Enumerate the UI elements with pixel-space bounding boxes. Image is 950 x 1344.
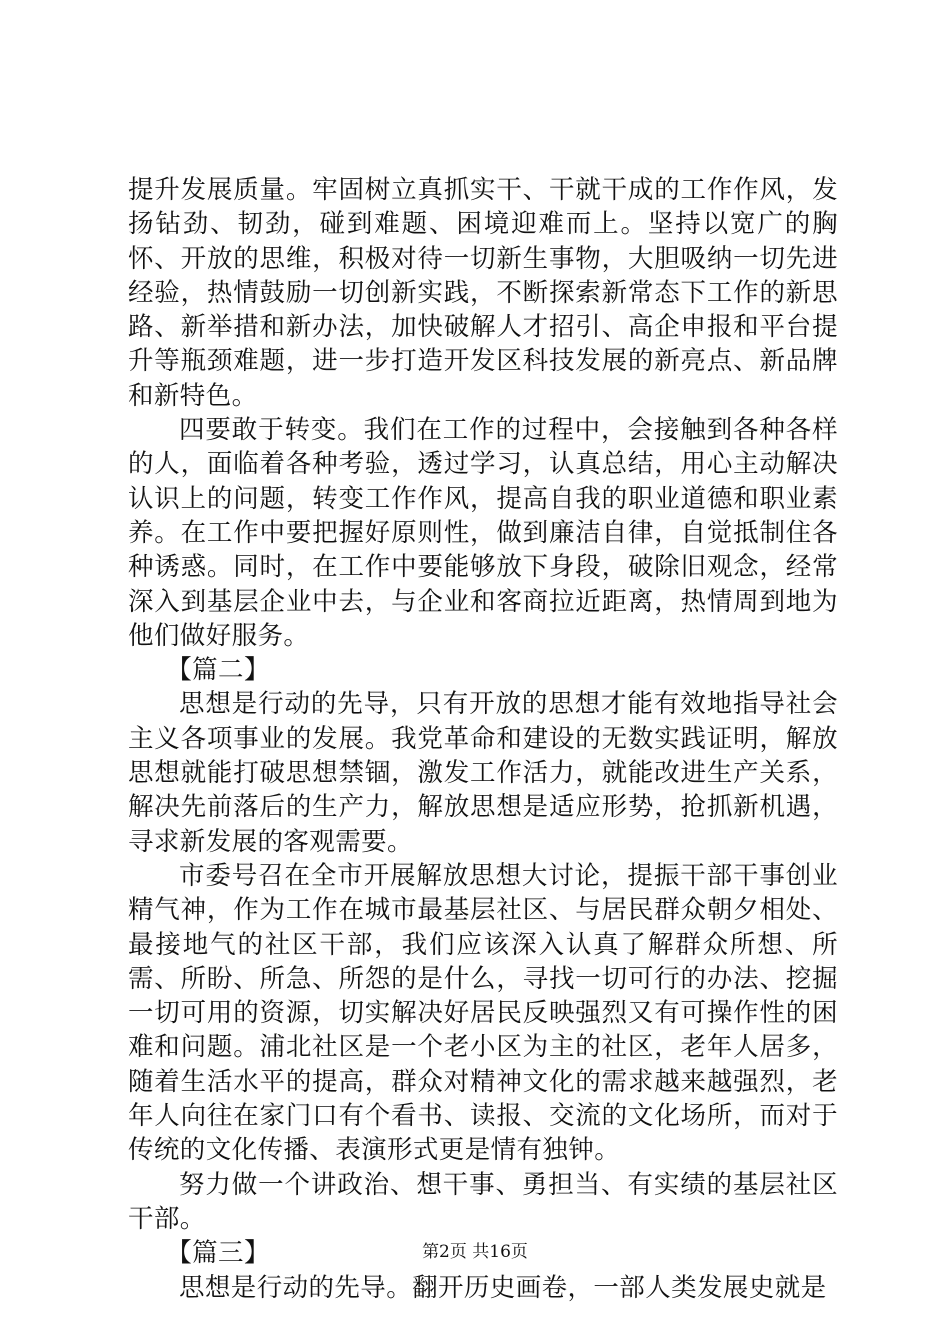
paragraph-community-cadre: 努力做一个讲政治、想干事、勇担当、有实绩的基层社区干部。: [128, 1169, 838, 1234]
paragraph-continuation: 提升发展质量。牢固树立真抓实干、干就干成的工作作风，发扬钻劲、韧劲，碰到难题、困境迎难而上。坚持以宽广的胸怀、开放的思维，积极对待一切新生事物，大胆吸纳一切先进经验，热情鼓励一切创新实践，不断探索新常态下工作的新思路、新举措和新办法，加快破解人才招引、高企申报和平台提升等瓶颈难题，进一步打造开发区科技发展的新亮点、新品牌和新特色。: [128, 175, 838, 411]
paragraph-history-opening: 思想是行动的先导。翻开历史画卷，一部人类发展史就是: [179, 1272, 827, 1303]
document-body: [128, 173, 838, 1305]
paragraph-fourth-point: 四要敢于转变。我们在工作的过程中，会接触到各种各样的人，面临着各种考验，透过学习，认真总结，用心主动解决认识上的问题，转变工作作风，提高自我的职业道德和职业素养。在工作中要把握好原则性，做到廉洁自律，自觉抵制住各种诱惑。同时，在工作中要能够放下身段，破除旧观念，经常深入到基层企业中去，与企业和客商拉近距离，热情周到地为他们做好服务。: [128, 415, 838, 651]
page-number-footer: 第2页 共16页: [422, 1242, 528, 1262]
section-heading-part-two: 【篇二】: [166, 655, 270, 686]
paragraph-city-committee: 市委号召在全市开展解放思想大讨论，提振干部干事创业精气神，作为工作在城市最基层社区、与居民群众朝夕相处、最接地气的社区干部，我们应该深入认真了解群众所想、所需、所盼、所急、所怨的是什么，寻找一切可行的办法、挖掘一切可用的资源，切实解决好居民反映强烈又有可操作性的困难和问题。浦北社区是一个老小区为主的社区，老年人居多，随着生活水平的提高，群众对精神文化的需求越来越强烈，老年人向往在家门口有个看书、读报、交流的文化场所，而对于传统的文化传播、表演形式更是情有独钟。: [128, 860, 838, 1166]
paragraph-thought-guide: 思想是行动的先导，只有开放的思想才能有效地指导社会主义各项事业的发展。我党革命和建设的无数实践证明，解放思想就能打破思想禁锢，激发工作活力，就能改进生产关系，解决先前落后的生产力，解放思想是适应形势，抢抓新机遇，寻求新发展的客观需要。: [128, 689, 838, 857]
section-heading-part-three: 【篇三】: [166, 1238, 270, 1269]
